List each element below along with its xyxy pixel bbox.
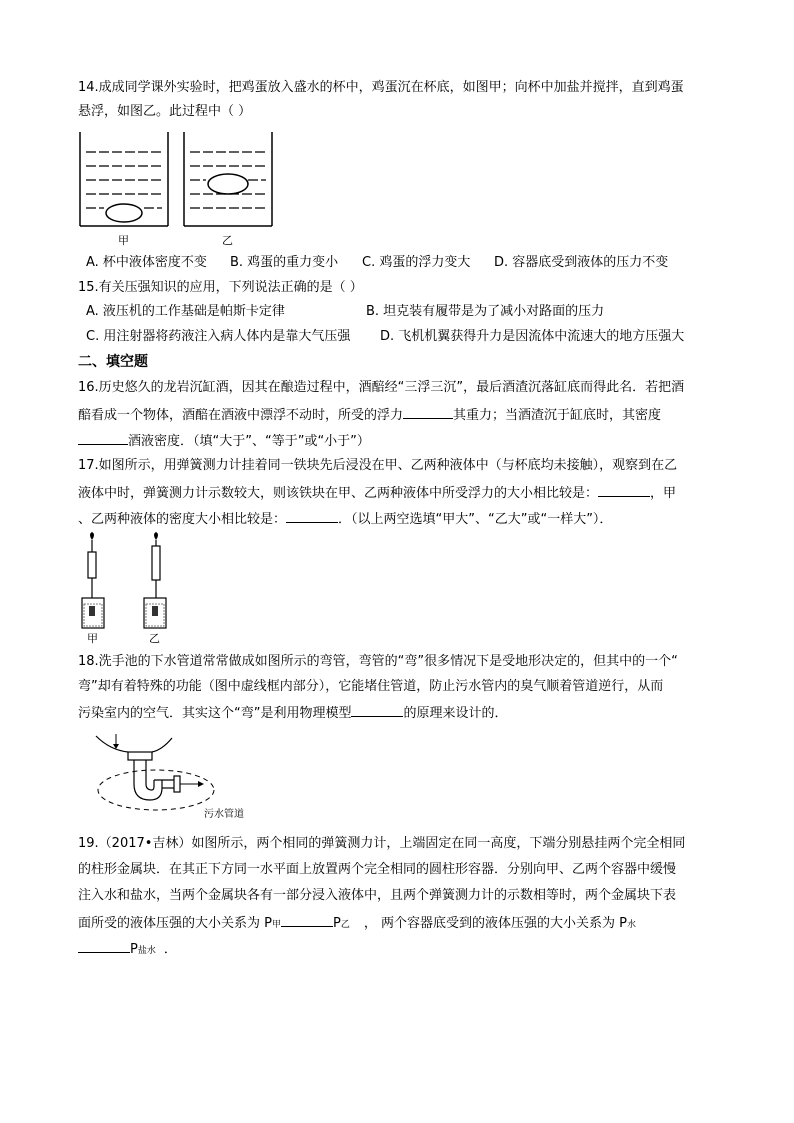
q18-line3 xyxy=(78,702,718,724)
egg-suspended xyxy=(208,174,248,194)
q15-option-d: D. 飞机机翼获得升力是因流体中流速大的地方压强大 xyxy=(380,329,685,344)
q15-option-a: A. 液压机的工作基础是帕斯卡定律 xyxy=(86,304,285,319)
spring-balance-yi xyxy=(144,532,166,628)
q17-line3-text-a: 、乙两种液体的密度大小相比较是： xyxy=(78,512,287,527)
q15-option-c: C. 用注射器将药液注入病人体内是靠大气压强 xyxy=(86,329,351,344)
q17-blank-2[interactable] xyxy=(286,508,338,523)
q14-option-d: D. 容器底受到液体的压力不变 xyxy=(494,255,669,270)
q15-option-b: B. 坦克装有履带是为了减小对路面的压力 xyxy=(366,304,605,319)
q14-line2: 悬浮，如图乙。此过程中（ ） xyxy=(78,104,252,119)
q19-line4-text-a: 面所受的液体压强的大小关系为 P xyxy=(78,916,272,931)
q19-sub-yi: 乙 xyxy=(340,920,350,930)
q15-line1: 15.有关压强知识的应用，下列说法正确的是（ ） xyxy=(78,280,363,295)
q16-blank-2[interactable] xyxy=(78,430,128,445)
q14-option-c: C. 鸡蛋的浮力变大 xyxy=(362,255,471,270)
q19-blank-2[interactable] xyxy=(78,938,130,953)
q14-fig-label-jia: 甲 xyxy=(118,234,129,247)
section-title-fill-in: 二、填空题 xyxy=(78,354,148,370)
q17-line2-text-a: 液体中时，弹簧测力计示数较大，则该铁块在甲、乙两种液体中所受浮力的大小相比较是： xyxy=(78,486,599,501)
q19-sub-jia: 甲 xyxy=(271,920,281,930)
q17-line2 xyxy=(78,482,718,504)
q17-line2-text-b: ，甲 xyxy=(650,486,677,501)
q18-figure xyxy=(90,732,260,822)
q19-line4-text-c: ， 两个容器底受到的液体压强的大小关系为 P xyxy=(363,916,627,931)
q16-blank-1[interactable] xyxy=(403,404,453,419)
q19-p-letter-1: P xyxy=(333,916,341,931)
egg-sunk xyxy=(106,204,142,222)
q16-line1: 16.历史悠久的龙岩沉缸酒，因其在酿造过程中，酒醅经“三浮三沉”，最后酒渣沉落缸底而得此名．若把酒 xyxy=(78,380,685,395)
q18-line3-text-a: 污染室内的空气．其实这个“弯”是利用物理模型 xyxy=(78,706,352,721)
q18-fig-label-sewer: 污水管道 xyxy=(204,809,244,820)
q17-line3 xyxy=(78,508,718,530)
q16-line3 xyxy=(78,430,718,452)
q19-line5-end: ． xyxy=(163,942,177,957)
q14-option-a: A. 杯中液体密度不变 xyxy=(86,255,207,270)
q17-line1: 17.如图所示，用弹簧测力计挂着同一铁块先后浸没在甲、乙两种液体中（与杯底均未接触），观察到在乙 xyxy=(78,458,678,473)
q16-line2-text-a: 醅看成一个物体，酒醅在酒液中漂浮不动时，所受的浮力 xyxy=(78,408,404,423)
q17-fig-label-yi: 乙 xyxy=(149,632,160,644)
q19-blank-1[interactable] xyxy=(281,912,333,927)
q19-sub-water: 水 xyxy=(626,920,636,930)
q16-line2-text-b: 其重力；当酒渣沉于缸底时，其密度 xyxy=(453,408,662,423)
q17-line3-text-b: ．（以上两空选填“甲大”、“乙大”或“一样大”）． xyxy=(338,512,613,527)
q17-fig-label-jia: 甲 xyxy=(87,632,98,644)
q14-option-b: B. 鸡蛋的重力变小 xyxy=(230,255,339,270)
q17-blank-1[interactable] xyxy=(598,482,650,497)
q14-fig-label-yi: 乙 xyxy=(222,234,233,247)
q16-line2 xyxy=(78,404,718,426)
q18-line2: 弯”却有着特殊的功能（图中虚线框内部分），它能堵住管道，防止污水管内的臭气顺着管道逆行，从而 xyxy=(78,679,664,694)
q16-line3-text: 酒液密度．（填“大于”、“等于”或“小于”） xyxy=(128,434,370,449)
q18-line1: 18.洗手池的下水管道常常做成如图所示的弯管，弯管的“弯”很多情况下是受地形决定的，但其中的一个“ xyxy=(78,654,678,669)
q18-blank-1[interactable] xyxy=(351,702,403,717)
q19-p-letter-2: P xyxy=(130,942,138,957)
q14-line1: 14.成成同学课外实验时，把鸡蛋放入盛水的杯中，鸡蛋沉在杯底，如图甲；向杯中加盐并搅拌，直到鸡蛋 xyxy=(78,80,684,95)
q19-line3: 注入水和盐水，当两个金属块各有一部分浸入液体中，且两个弹簧测力计的示数相等时，两个金属块下表 xyxy=(78,888,677,903)
spring-balance-jia xyxy=(82,532,104,628)
q19-line2: 的柱形金属块．在其正下方同一水平面上放置两个完全相同的圆柱形容器．分别向甲、乙两个容器中缓慢 xyxy=(78,862,677,877)
q19-line5 xyxy=(78,938,718,961)
q17-figure xyxy=(78,532,178,644)
q14-figure xyxy=(78,128,278,248)
q18-line3-text-b: 的原理来设计的． xyxy=(403,706,508,721)
beaker-yi xyxy=(184,132,272,226)
q19-line4 xyxy=(78,912,718,935)
q19-line1: 19.（2017•吉林）如图所示，两个相同的弹簧测力计，上端固定在同一高度，下端分别悬挂两个完全相同 xyxy=(78,836,686,851)
beaker-jia xyxy=(80,132,168,226)
q19-sub-saltwater: 盐水 xyxy=(137,946,156,956)
